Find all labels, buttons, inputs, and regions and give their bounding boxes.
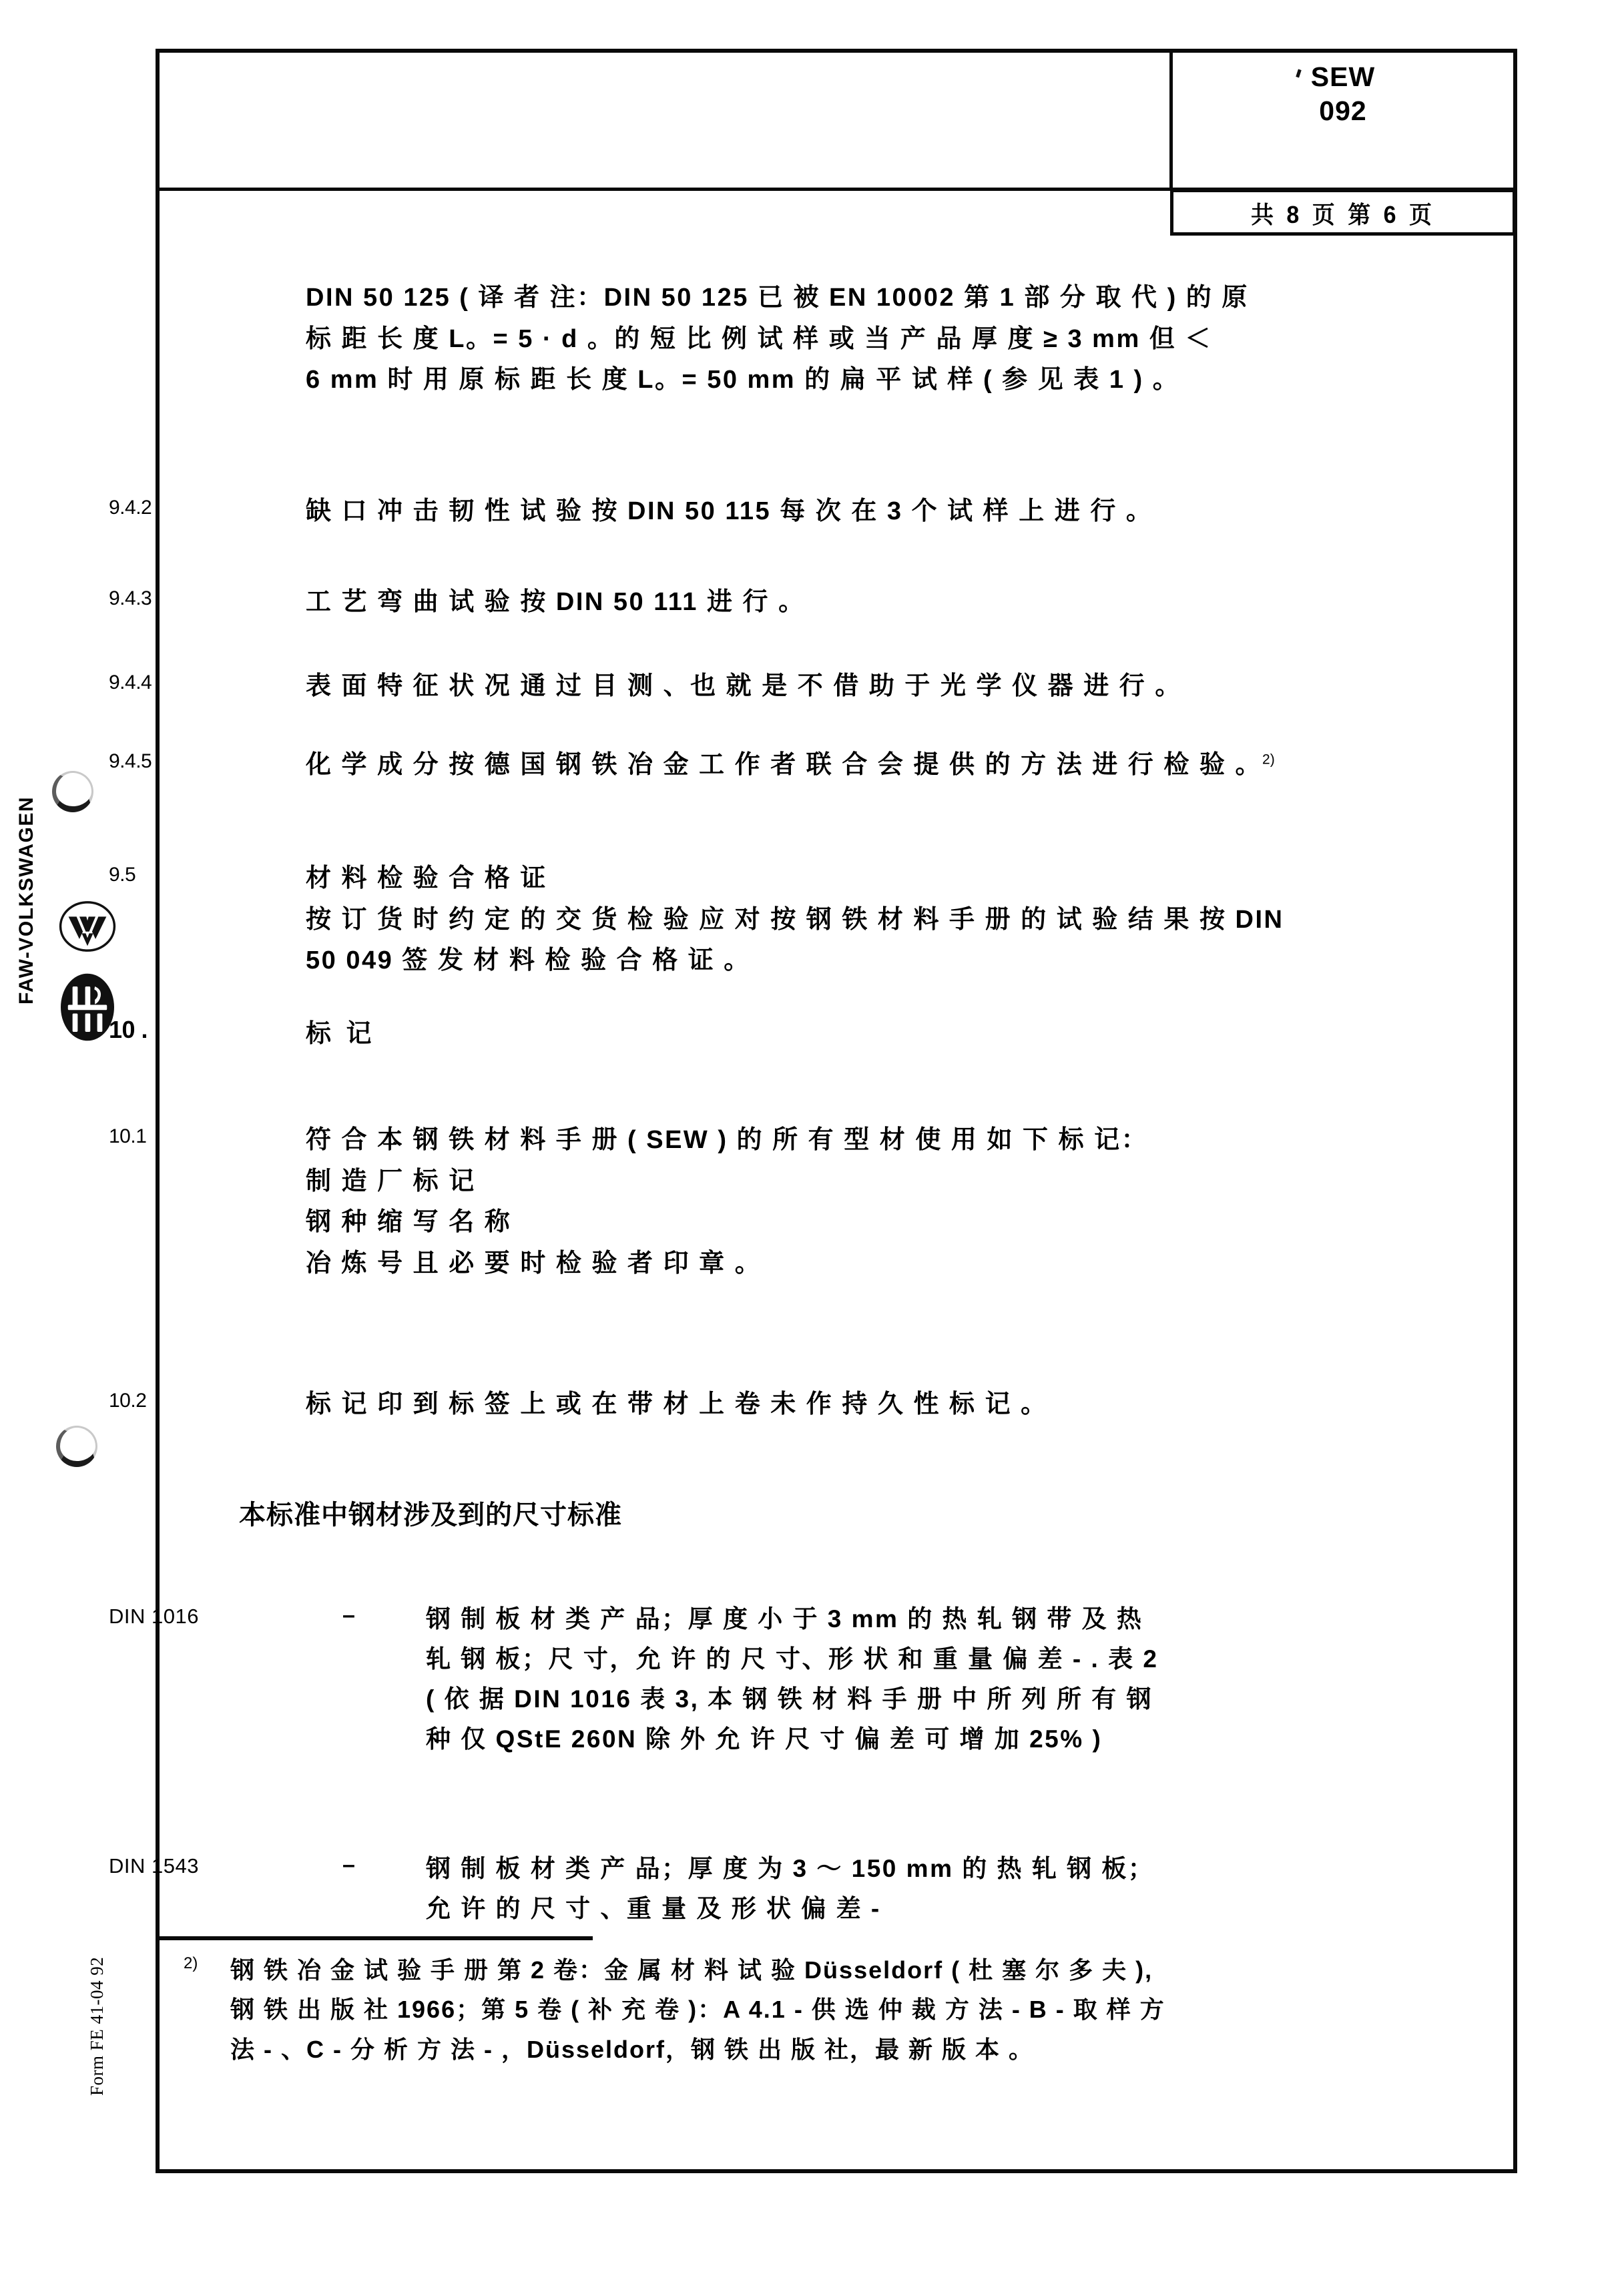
din-1016-dash: –: [342, 1603, 355, 1628]
section-10-number: 10 .: [109, 1016, 148, 1043]
section-9-5-number: 9.5: [109, 864, 136, 886]
section-9-5-line-1: 材 料 检 验 合 格 证: [306, 864, 547, 892]
section-10-line-1: 标 记: [306, 1020, 376, 1048]
footnote-line-1: 钢 铁 冶 金 试 验 手 册 第 2 卷：金 属 材 料 试 验 Düsseldorf ( 杜 塞 尔 多 夫 ),: [230, 1956, 1153, 1984]
volkswagen-logo: [59, 898, 116, 955]
section-9-4-2: [109, 491, 1377, 533]
footnote-ref-superscript: 2): [1262, 752, 1275, 768]
section-9-5-text: [306, 858, 1284, 982]
section-9-5-line-3: 50 049 签 发 材 料 检 验 合 格 证 。: [306, 946, 751, 975]
din-1543-line-2: 允 许 的 尺 寸 、重 量 及 形 状 偏 差 -: [426, 1894, 881, 1922]
section-9-4-5: [109, 745, 1410, 786]
section-10-1-line-2: 制 造 厂 标 记: [306, 1167, 476, 1195]
footnote-line-2: 钢 铁 出 版 社 1966；第 5 卷 ( 补 充 卷 )：A 4.1 - 供 选 仲 裁 方 法 - B - 取 样 方: [230, 1996, 1165, 2024]
section-9-4-5-number: 9.4.5: [109, 750, 152, 772]
section-9-5-line-2: 按 订 货 时 约 定 的 交 货 检 验 应 对 按 钢 铁 材 料 手 册 的 试 验 结 果 按 DIN: [306, 905, 1284, 934]
din-reference-1543: [109, 1849, 1430, 1929]
din-1016-label: DIN 1016: [109, 1605, 199, 1628]
dimension-standards-heading: 本标准中钢材涉及到的尺寸标准: [239, 1500, 622, 1530]
section-10-2-line-1: 标 记 印 到 标 签 上 或 在 带 材 上 卷 未 作 持 久 性 标 记 。: [306, 1390, 1048, 1418]
intro-line-2: 标 距 长 度 L。= 5 · d 。的 短 比 例 试 样 或 当 产 品 厚 度 ≥ 3 mm 但 ＜: [306, 324, 1212, 353]
din-1016-line-3: ( 依 据 DIN 1016 表 3, 本 钢 铁 材 料 手 册 中 所 列 所 有 钢: [426, 1685, 1153, 1713]
standard-code-line-1: SEW: [1310, 61, 1376, 92]
din-1543-label: DIN 1543: [109, 1854, 199, 1878]
section-10-text: [306, 1014, 376, 1055]
punch-hole-bottom: [56, 1426, 97, 1467]
brand-name-vertical: FAW-VOLKSWAGEN: [15, 796, 37, 1005]
page-count-text: 共 8 页 第 6 页: [1250, 201, 1436, 228]
footnote-block: [184, 1950, 1438, 2069]
intro-paragraph-text: [306, 278, 1249, 401]
standard-code-line-2: 092: [1319, 95, 1367, 127]
din-1543-text: [426, 1849, 1154, 1929]
section-10: [109, 1014, 1377, 1055]
section-9-4-4-line-1: 表 面 特 征 状 况 通 过 目 测 、也 就 是 不 借 助 于 光 学 仪 器 进 行 。: [306, 672, 1182, 700]
section-9-4-4-text: [306, 666, 1182, 707]
footnote-separator-rule: [159, 1936, 593, 1940]
section-10-2-number: 10.2: [109, 1390, 147, 1412]
section-10-1: [109, 1120, 1377, 1284]
section-10-1-text: [306, 1120, 1148, 1284]
intro-line-1: DIN 50 125 ( 译 者 注：DIN 50 125 已 被 EN 10002 第 1 部 分 取 代 ) 的 原: [306, 284, 1249, 312]
din-1543-dash: –: [342, 1852, 355, 1878]
section-9-4-3-line-1: 工 艺 弯 曲 试 验 按 DIN 50 111 进 行 。: [306, 588, 806, 616]
standard-code-block: [1173, 60, 1513, 129]
faw-logo: [59, 971, 116, 1043]
intro-line-3: 6 mm 时 用 原 标 距 长 度 L。= 50 mm 的 扁 平 试 样 ( 参 见 表 1 ) 。: [306, 366, 1180, 394]
din-1016-line-4: 种 仅 QStE 260N 除 外 允 许 尺 寸 偏 差 可 增 加 25% ): [426, 1725, 1103, 1753]
din-reference-1016: [109, 1599, 1430, 1759]
footnote-marker: 2): [184, 1954, 198, 1972]
din-1016-text: [426, 1599, 1158, 1759]
document-body: [109, 191, 1517, 2173]
section-10-1-line-1: 符 合 本 钢 铁 材 料 手 册 ( SEW ) 的 所 有 型 材 使 用 如 下 标 记：: [306, 1126, 1149, 1154]
section-9-4-3-number: 9.4.3: [109, 587, 152, 609]
din-1016-line-1: 钢 制 板 材 类 产 品；厚 度 小 于 3 mm 的 热 轧 钢 带 及 热: [426, 1605, 1143, 1633]
form-code-vertical: Form FE 41-04 92: [87, 1956, 107, 2096]
section-9-4-4: [109, 666, 1377, 707]
section-9-4-3: [109, 582, 1377, 623]
section-9-4-3-text: [306, 582, 806, 623]
section-9-4-2-number: 9.4.2: [109, 497, 152, 519]
din-1016-line-2: 轧 钢 板；尺 寸，允 许 的 尺 寸、形 状 和 重 量 偏 差 - . 表 2: [426, 1645, 1159, 1673]
din-1543-line-1: 钢 制 板 材 类 产 品；厚 度 为 3 ～ 150 mm 的 热 轧 钢 板；: [426, 1855, 1155, 1882]
section-9-4-5-text: [306, 745, 1275, 786]
section-9-5: [109, 858, 1410, 982]
section-9-4-4-number: 9.4.4: [109, 671, 152, 693]
section-10-1-number: 10.1: [109, 1125, 147, 1147]
section-10-1-line-3: 钢 种 缩 写 名 称: [306, 1208, 512, 1237]
section-9-4-5-line-1: 化 学 成 分 按 德 国 钢 铁 冶 金 工 作 者 联 合 会 提 供 的 方 法 进 行 检 验 。: [306, 751, 1263, 779]
footnote-text: [230, 1950, 1165, 2069]
intro-paragraph: [306, 278, 1474, 401]
punch-hole-top: [52, 771, 93, 812]
section-10-1-line-4: 冶 炼 号 且 必 要 时 检 验 者 印 章 。: [306, 1249, 762, 1277]
section-10-2: [109, 1384, 1377, 1426]
section-9-4-2-line-1: 缺 口 冲 击 韧 性 试 验 按 DIN 50 115 每 次 在 3 个 试 样 上 进 行 。: [306, 497, 1153, 525]
footnote-line-3: 法 - 、C - 分 析 方 法 - ，Düsseldorf，钢 铁 出 版 社，最 新 版 本 。: [230, 2035, 1035, 2063]
section-9-4-2-text: [306, 491, 1153, 533]
section-10-2-text: [306, 1384, 1048, 1426]
